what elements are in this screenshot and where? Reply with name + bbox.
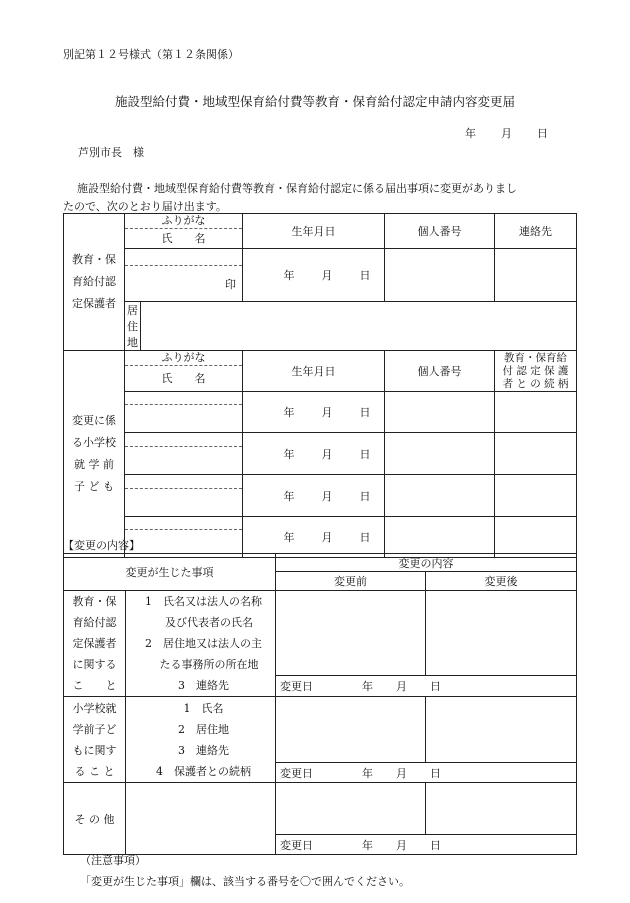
child-mynumber-field[interactable] xyxy=(385,475,495,517)
year-label: 年 xyxy=(465,127,476,140)
after-field[interactable] xyxy=(426,591,577,676)
child-row xyxy=(64,392,577,433)
name-label: 氏 名 xyxy=(161,372,206,385)
after-field[interactable] xyxy=(426,783,577,835)
applicant-table xyxy=(63,213,577,558)
guardian-mynumber-field[interactable] xyxy=(385,249,495,302)
child-name-field[interactable] xyxy=(125,392,243,433)
col-item-header: 変更が生じた事項 xyxy=(64,554,276,591)
furigana-label: ふりがな xyxy=(125,351,242,366)
child-birth-field[interactable]: 年 月 日 xyxy=(243,517,385,558)
child-relation-field[interactable] xyxy=(495,392,577,433)
change-row-label: そ の 他 xyxy=(64,783,126,855)
name-label: 氏 名 xyxy=(161,232,206,245)
child-relation-field[interactable] xyxy=(495,517,577,558)
relation-header: 教育・保育給 付 認 定 保 護 者 と の 続 柄 xyxy=(495,351,577,392)
change-row-label: 教育・保 育給付認 定保護者 に関する こ と xyxy=(64,591,126,697)
addressee: 芦別市長 様 xyxy=(78,146,144,159)
guardian-row-label: 教育・保 育給付認 定保護者 xyxy=(64,214,125,351)
guardian-birth-field[interactable]: 年 月 日 xyxy=(243,249,385,302)
change-items-guardian[interactable]: 1 氏名又は法人の名称 及び代表者の氏名 2 居住地又は法人の主 たる事務所の所在地 3 連絡先 xyxy=(126,591,276,697)
child-birth-header: 生年月日 xyxy=(243,351,385,392)
child-relation-field[interactable] xyxy=(495,475,577,517)
child-mynumber-field[interactable] xyxy=(385,517,495,558)
child-name-header xyxy=(125,351,243,392)
seal-mark: 印 xyxy=(225,278,236,291)
furigana-label: ふりがな xyxy=(125,214,242,229)
guardian-contact-field[interactable] xyxy=(495,249,577,302)
before-field[interactable] xyxy=(276,697,426,763)
guardian-name-field[interactable] xyxy=(125,249,243,302)
child-row xyxy=(64,517,577,558)
children-row-label: 変更に係 る小学校 就 学 前 子 ど も xyxy=(64,351,125,558)
child-mynumber-field[interactable] xyxy=(385,392,495,433)
contact-header: 連絡先 xyxy=(495,214,577,249)
guardian-name-header xyxy=(125,214,243,249)
changes-heading: 【変更の内容】 xyxy=(63,539,140,552)
notes-text: 「変更が生じた事項」欄は、該当する番号を〇で囲んでください。 xyxy=(80,875,410,888)
address-label: 居 住 地 xyxy=(125,302,141,351)
change-items-other[interactable] xyxy=(126,783,276,855)
col-after-header: 変更後 xyxy=(426,572,577,591)
mynumber-header: 個人番号 xyxy=(385,214,495,249)
change-date-row[interactable]: 変更日 年 月 日 xyxy=(276,835,577,855)
change-date-row[interactable]: 変更日 年 月 日 xyxy=(276,675,577,696)
change-row-label: 小学校就 学前子ど もに関す る こ と xyxy=(64,697,126,783)
page-title: 施設型給付費・地域型保育給付費等教育・保育給付認定申請内容変更届 xyxy=(114,94,515,109)
child-row xyxy=(64,475,577,517)
col-before-header: 変更前 xyxy=(276,572,426,591)
child-name-field[interactable] xyxy=(125,433,243,475)
child-name-field[interactable] xyxy=(125,475,243,517)
child-name-field[interactable] xyxy=(125,517,243,558)
child-mynumber-header: 個人番号 xyxy=(385,351,495,392)
before-field[interactable] xyxy=(276,783,426,835)
before-field[interactable] xyxy=(276,591,426,676)
change-date-row[interactable]: 変更日 年 月 日 xyxy=(276,763,577,783)
guardian-address-field[interactable] xyxy=(141,302,577,351)
notes-heading: （注意事項） xyxy=(80,854,146,867)
col-content-header: 変更の内容 xyxy=(276,554,577,572)
intro-line-2: たので、次のとおり届け出ます。 xyxy=(63,200,227,213)
submission-date[interactable] xyxy=(465,125,548,141)
child-birth-field[interactable]: 年 月 日 xyxy=(243,433,385,475)
day-label: 日 xyxy=(537,127,548,140)
child-relation-field[interactable] xyxy=(495,433,577,475)
form-id: 別記第１２号様式（第１２条関係） xyxy=(63,48,239,61)
change-items-children[interactable]: 1 氏名 2 居住地 3 連絡先 4 保護者との続柄 xyxy=(126,697,276,783)
child-mynumber-field[interactable] xyxy=(385,433,495,475)
after-field[interactable] xyxy=(426,697,577,763)
child-row xyxy=(64,433,577,475)
child-birth-field[interactable]: 年 月 日 xyxy=(243,475,385,517)
intro-line-1: 施設型給付費・地域型保育給付費等教育・保育給付認定に係る届出事項に変更がありまし xyxy=(77,182,517,195)
child-birth-field[interactable]: 年 月 日 xyxy=(243,392,385,433)
changes-table xyxy=(63,553,577,855)
month-label: 月 xyxy=(501,127,512,140)
birth-header: 生年月日 xyxy=(243,214,385,249)
